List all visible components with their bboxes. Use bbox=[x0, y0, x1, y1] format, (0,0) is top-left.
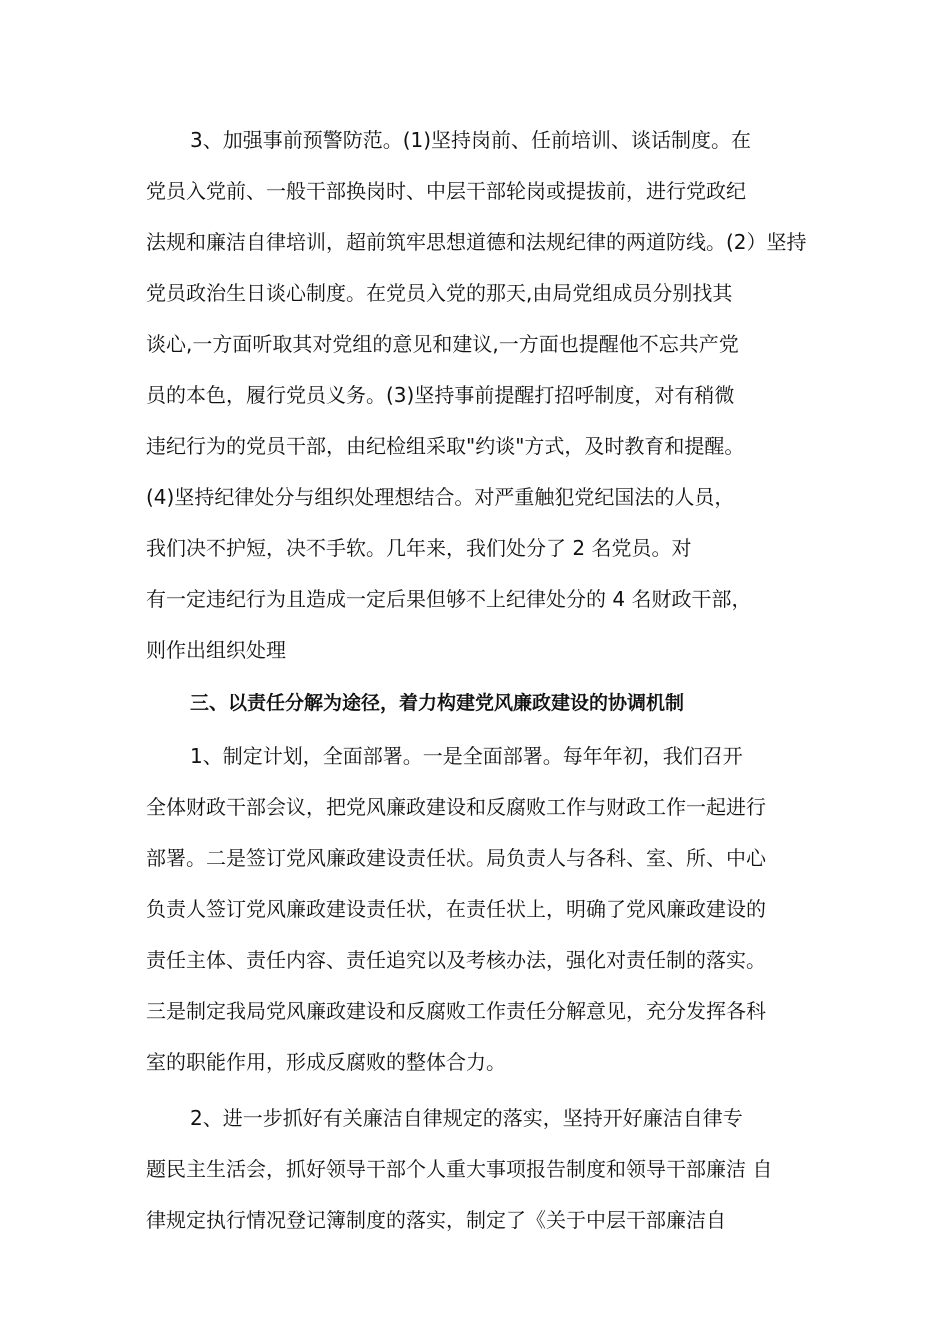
text-line: 室的职能作用，形成反腐败的整体合力。 bbox=[146, 1050, 506, 1074]
text-line: 党员政治生日谈心制度。在党员入党的那天,由局党组成员分别找其 bbox=[146, 281, 733, 305]
text-line: 责任主体、责任内容、责任追究以及考核办法，强化对责任制的落实。 bbox=[146, 948, 766, 972]
text-line: 律规定执行情况登记簿制度的落实，制定了《关于中层干部廉洁自 bbox=[146, 1208, 726, 1232]
text-line: 2、进一步抓好有关廉洁自律规定的落实，坚持开好廉洁自律专 bbox=[190, 1106, 743, 1130]
text-line: 负责人签订党风廉政建设责任状，在责任状上，明确了党风廉政建设的 bbox=[146, 897, 766, 921]
text-line: 3、加强事前预警防范。(1)坚持岗前、任前培训、谈话制度。在 bbox=[190, 128, 752, 152]
text-line: 部署。二是签订党风廉政建设责任状。局负责人与各科、室、所、中心 bbox=[146, 846, 766, 870]
text-line: 法规和廉洁自律培训，超前筑牢思想道德和法规纪律的两道防线。(2）坚持 bbox=[146, 230, 807, 254]
text-line: 有一定违纪行为且造成一定后果但够不上纪律处分的 4 名财政干部， bbox=[146, 587, 752, 611]
text-line: 全体财政干部会议，把党风廉政建设和反腐败工作与财政工作一起进行 bbox=[146, 795, 766, 819]
text-line: 则作出组织处理 bbox=[146, 638, 286, 662]
text-line: 员的本色，履行党员义务。(3)坚持事前提醒打招呼制度，对有稍微 bbox=[146, 383, 735, 407]
text-line: (4)坚持纪律处分与组织处理想结合。对严重触犯党纪国法的人员， bbox=[146, 485, 735, 509]
text-line: 我们决不护短，决不手软。几年来，我们处分了 2 名党员。对 bbox=[146, 536, 692, 560]
text-line: 1、制定计划，全面部署。一是全面部署。每年年初，我们召开 bbox=[190, 744, 743, 768]
text-line: 违纪行为的党员干部，由纪检组采取"约谈"方式，及时教育和提醒。 bbox=[146, 434, 745, 458]
text-line: 谈心,一方面听取其对党组的意见和建议,一方面也提醒他不忘共产党 bbox=[146, 332, 739, 356]
text-line: 三是制定我局党风廉政建设和反腐败工作责任分解意见，充分发挥各科 bbox=[146, 999, 766, 1023]
text-line: 题民主生活会，抓好领导干部个人重大事项报告制度和领导干部廉洁 自 bbox=[146, 1157, 773, 1181]
text-line: 党员入党前、一般干部换岗时、中层干部轮岗或提拔前，进行党政纪 bbox=[146, 179, 746, 203]
section-heading: 三、以责任分解为途径，着力构建党风廉政建设的协调机制 bbox=[190, 692, 685, 714]
